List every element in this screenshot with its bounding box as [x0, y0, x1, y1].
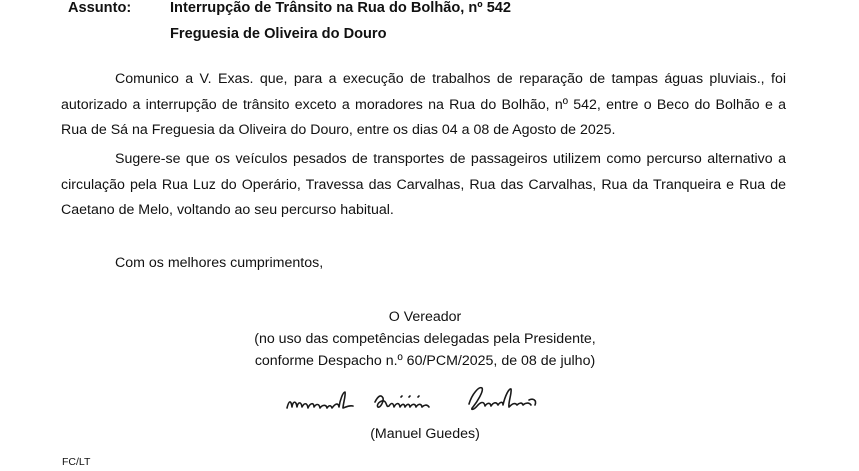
- paragraph-1-text: Comunico a V. Exas. que, para a execução de trabalhos de reparação de tampas águas pluviais., foi autorizado a interrupção de trânsito exceto a moradores na Rua do Bolhão, nº 542, entre o Beco do Bolhão e a Rua de Sá na Freguesia da Oliveira do Douro, entre os dias 04 a 08 de Agosto de 2025.: [61, 71, 786, 138]
- signatory-title: O Vereador: [388, 309, 462, 325]
- reference-initials: FC/LT: [62, 456, 91, 468]
- body-paragraph-2: [61, 147, 786, 224]
- subject-title: Interrupção de Trânsito na Rua do Bolhão, nº 542: [170, 0, 512, 16]
- delegation-note-line-1: (no uso das competências delegadas pela Presidente,: [254, 331, 596, 347]
- body-paragraph-1: [61, 67, 786, 144]
- handwritten-signature: [283, 378, 573, 418]
- paragraph-2-text: Sugere-se que os veículos pesados de transportes de passageiros utilizem como percurso alternativo a circulação pela Rua Luz do Operário, Travessa das Carvalhas, Rua das Carvalhas, Rua da Tranqueira e Rua de Caetano de Melo, voltando ao seu percurso habitual.: [61, 151, 786, 218]
- subject-label: Assunto:: [68, 0, 132, 16]
- closing-salutation: Com os melhores cumprimentos,: [115, 255, 324, 271]
- subject-parish: Freguesia de Oliveira do Douro: [170, 26, 387, 42]
- signatory-name: (Manuel Guedes): [370, 426, 480, 442]
- delegation-note-line-2: conforme Despacho n.º 60/PCM/2025, de 08 de julho): [254, 353, 596, 369]
